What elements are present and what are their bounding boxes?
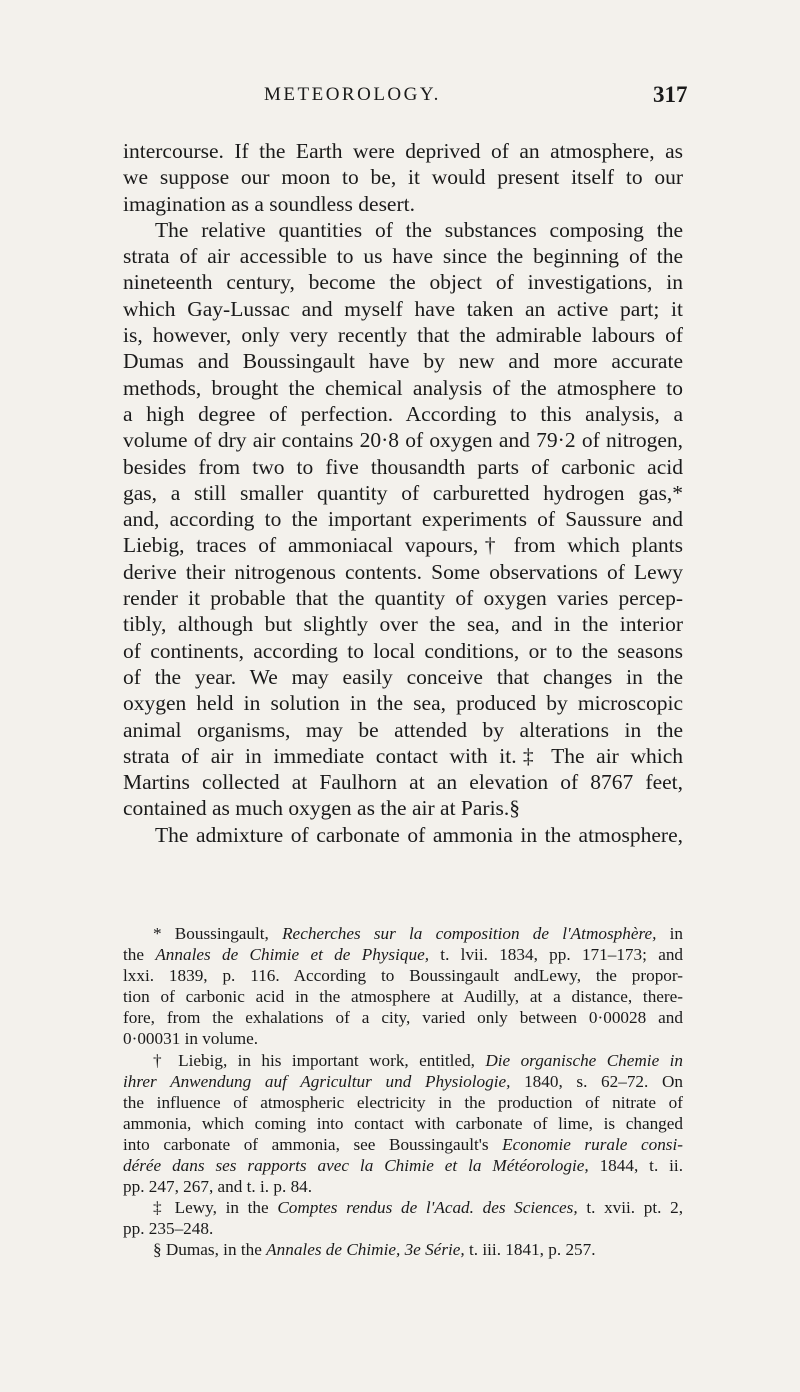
page-number: 317 [653, 82, 688, 107]
text-line: nineteenth century, become the object of investigations, in [123, 270, 683, 295]
text-line: Martins collected at Faulhorn at an elevation of 8767 feet, [123, 770, 683, 795]
footnote-line: pp. 247, 267, and t. i. p. 84. [123, 1177, 313, 1197]
text-line: is, however, only very recently that the admirable labours of [123, 323, 683, 348]
text-line: besides from two to five thousandth parts of carbonic acid [123, 454, 683, 479]
footnote-line: the Annales de Chimie et de Physique, t. lvii. 1834, pp. 171–173; and [123, 945, 683, 965]
text-line: oxygen held in solution in the sea, produced by microscopic [123, 691, 683, 716]
footnote-line: pp. 235–248. [123, 1219, 214, 1239]
footnote-line: † Liebig, in his important work, entitled, Die organische Chemie in [153, 1050, 683, 1070]
text-line: a high degree of perfection. According to this analysis, a [123, 401, 683, 426]
footnotes [123, 923, 683, 1261]
text-line: derive their nitrogenous contents. Some observations of Lewy [123, 559, 683, 584]
footnote-line: the influence of atmospheric electricity in the production of nitrate of [123, 1092, 683, 1112]
text-line: which Gay-Lussac and myself have taken an active part; it [123, 296, 683, 321]
footnote-line: ihrer Anwendung auf Agricultur und Physiologie, 1840, s. 62–72. On [123, 1071, 683, 1091]
text-line: of the year. We may easily conceive that changes in the [123, 664, 683, 689]
footnote-line: tion of carbonic acid in the atmosphere at Audilly, at a distance, there- [123, 987, 683, 1007]
text-line: Liebig, traces of ammoniacal vapours,† from which plants [123, 533, 683, 558]
text-line: methods, brought the chemical analysis of the atmosphere to [123, 375, 683, 400]
text-line: strata of air in immediate contact with it.‡ The air which [123, 743, 683, 768]
footnote-line: * Boussingault, Recherches sur la composition de l'Atmosphère, in [153, 924, 683, 943]
text-line: animal organisms, may be attended by alterations in the [123, 717, 683, 742]
text-line: intercourse. If the Earth were deprived of an atmosphere, as [123, 139, 683, 163]
text-line: of continents, according to local conditions, or to the seasons [123, 638, 683, 663]
text-line: we suppose our moon to be, it would present itself to our [123, 165, 683, 190]
text-line: contained as much oxygen as the air at Paris.§ [123, 796, 521, 821]
text-line: strata of air accessible to us have since the beginning of the [123, 244, 683, 269]
text-line: gas, a still smaller quantity of carburetted hydrogen gas,* [123, 480, 683, 505]
text-line: and, according to the important experiments of Saussure and [123, 507, 683, 532]
running-head: METEOROLOGY. [264, 84, 441, 105]
footnote-line: 0·00031 in volume. [123, 1029, 259, 1049]
footnote-line: ammonia, which coming into contact with carbonate of lime, is changed [123, 1113, 683, 1133]
footnote-line: into carbonate of ammonia, see Boussingault's Economie rurale consi- [123, 1134, 683, 1154]
text-line: Dumas and Boussingault have by new and more accurate [123, 349, 683, 374]
text-line: render it probable that the quantity of oxygen varies percep- [123, 586, 683, 611]
text-line: The relative quantities of the substances composing the [155, 217, 683, 242]
text-line: The admixture of carbonate of ammonia in the atmosphere, [155, 822, 683, 847]
body-text [123, 138, 683, 848]
footnote-line: ‡ Lewy, in the Comptes rendus de l'Acad. des Sciences, t. xvii. pt. 2, [153, 1198, 683, 1218]
text-line: volume of dry air contains 20·8 of oxygen and 79·2 of nitrogen, [123, 428, 683, 453]
footnote-line: fore, from the exhalations of a city, varied only between 0·00028 and [123, 1008, 683, 1028]
footnote-line: § Dumas, in the Annales de Chimie, 3e Série, t. iii. 1841, p. 257. [153, 1240, 596, 1260]
text-line: tibly, although but slightly over the sea, and in the interior [123, 612, 683, 637]
text-line: imagination as a soundless desert. [123, 191, 415, 216]
page-header [0, 84, 800, 114]
footnote-line: dérée dans ses rapports avec la Chimie et la Météorologie, 1844, t. ii. [123, 1156, 683, 1176]
footnote-line: lxxi. 1839, p. 116. According to Boussingault andLewy, the propor- [123, 966, 683, 986]
